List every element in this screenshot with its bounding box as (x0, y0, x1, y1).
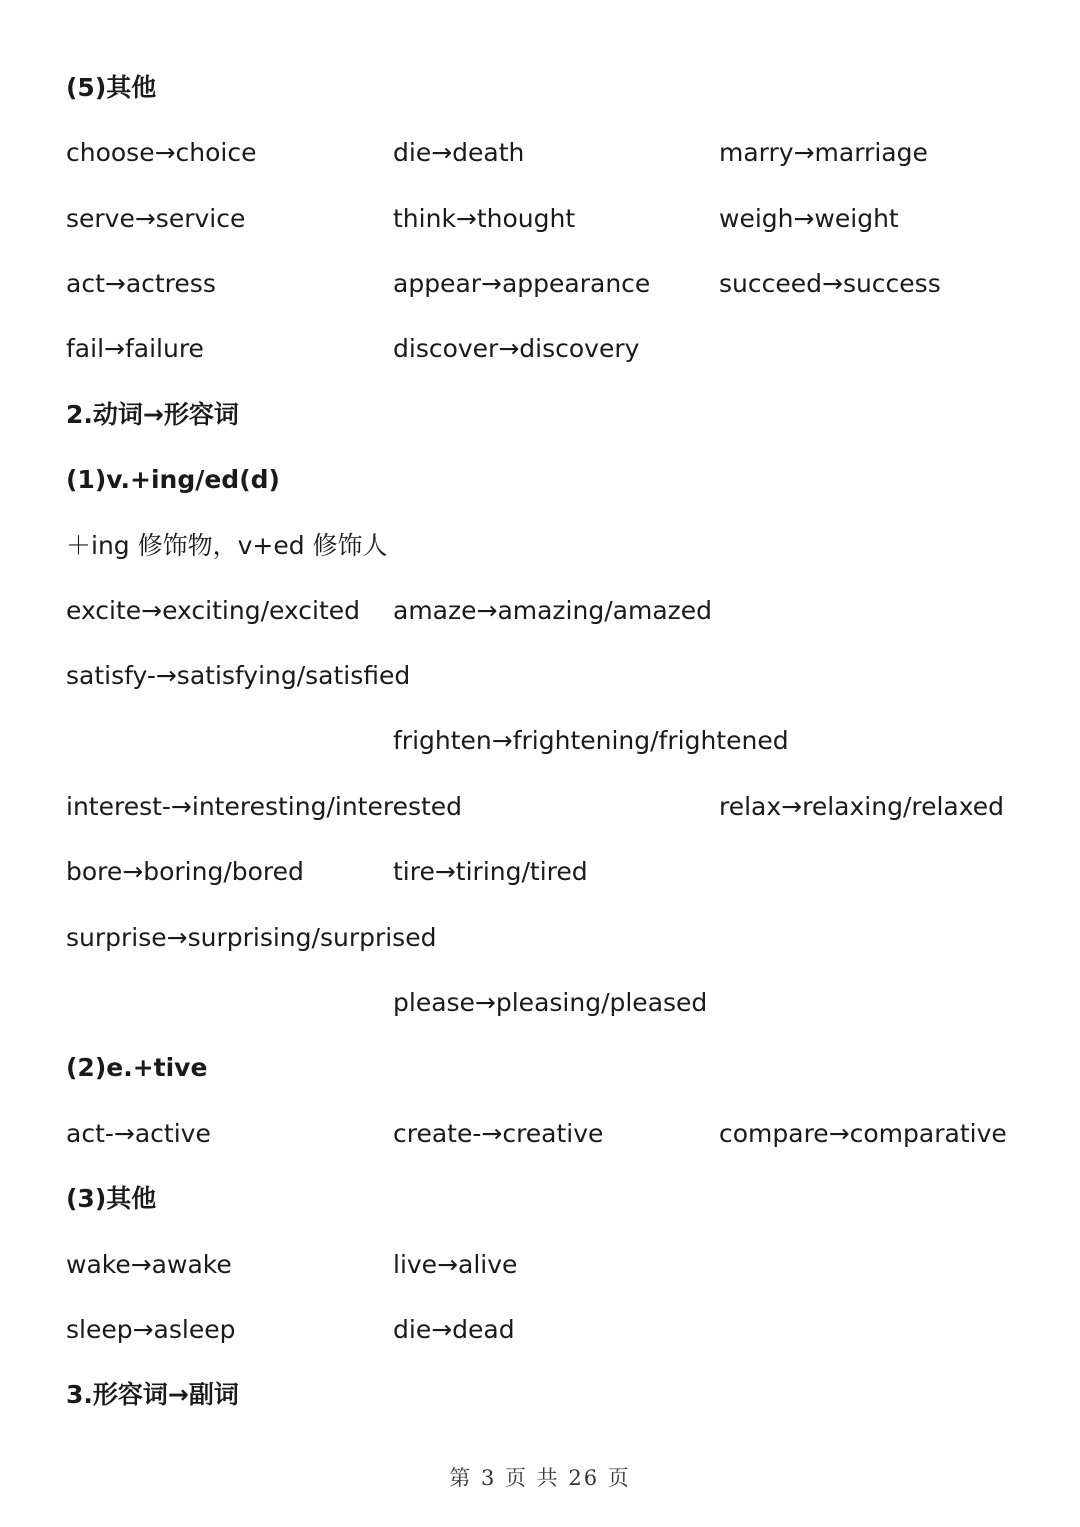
subsection-heading: (2)e.+tive (66, 1053, 208, 1082)
word-pair: interest-→interesting/interested (66, 792, 463, 821)
word-pair: discover→discovery (393, 334, 640, 363)
word-row (0, 850, 1080, 894)
word-pair: fail→failure (66, 334, 204, 363)
word-row (0, 1112, 1080, 1156)
word-row (0, 1243, 1080, 1287)
word-pair: relax→relaxing/relaxed (719, 792, 1005, 821)
word-pair: live→alive (393, 1250, 518, 1279)
subsection-heading: (1)v.+ing/ed(d) (66, 465, 280, 494)
word-pair: die→death (393, 138, 525, 167)
page-footer: 第 3 页 共 26 页 (449, 1466, 631, 1490)
word-pair: succeed→success (719, 269, 941, 298)
word-pair: tire→tiring/tired (393, 857, 588, 886)
subsection-heading: (3)其他 (66, 1184, 157, 1213)
word-pair: bore→boring/bored (66, 857, 304, 886)
word-pair: weigh→weight (719, 204, 899, 233)
word-pair: act→actress (66, 269, 216, 298)
section-heading: (5)其他 (66, 73, 157, 102)
section-heading: 3.形容词→副词 (66, 1380, 239, 1409)
word-row (0, 197, 1080, 241)
word-pair: please→pleasing/pleased (393, 988, 708, 1017)
section-heading: 2.动词→形容词 (66, 400, 239, 429)
word-pair: satisfy-→satisfying/satisfied (66, 661, 411, 690)
word-row (0, 262, 1080, 306)
word-row (0, 916, 1080, 960)
word-pair: sleep→asleep (66, 1315, 236, 1344)
word-pair: amaze→amazing/amazed (393, 596, 713, 625)
word-row (0, 785, 1080, 829)
word-pair: surprise→surprising/surprised (66, 923, 437, 952)
word-row (0, 327, 1080, 371)
rule-note: ＋ing 修饰物，v+ed 修饰人 (66, 531, 388, 560)
word-pair: choose→choice (66, 138, 257, 167)
word-row (0, 654, 1080, 698)
word-pair: think→thought (393, 204, 576, 233)
word-row (0, 589, 1080, 633)
word-pair: create-→creative (393, 1119, 604, 1148)
word-row (0, 981, 1080, 1025)
word-pair: die→dead (393, 1315, 515, 1344)
word-pair: frighten→frightening/frightened (393, 726, 789, 755)
word-pair: serve→service (66, 204, 246, 233)
word-pair: marry→marriage (719, 138, 928, 167)
word-pair: appear→appearance (393, 269, 651, 298)
word-pair: wake→awake (66, 1250, 232, 1279)
word-row (0, 1308, 1080, 1352)
word-row (0, 719, 1080, 763)
word-pair: excite→exciting/excited (66, 596, 361, 625)
word-pair: compare→comparative (719, 1119, 1007, 1148)
word-row (0, 131, 1080, 175)
word-pair: act-→active (66, 1119, 211, 1148)
